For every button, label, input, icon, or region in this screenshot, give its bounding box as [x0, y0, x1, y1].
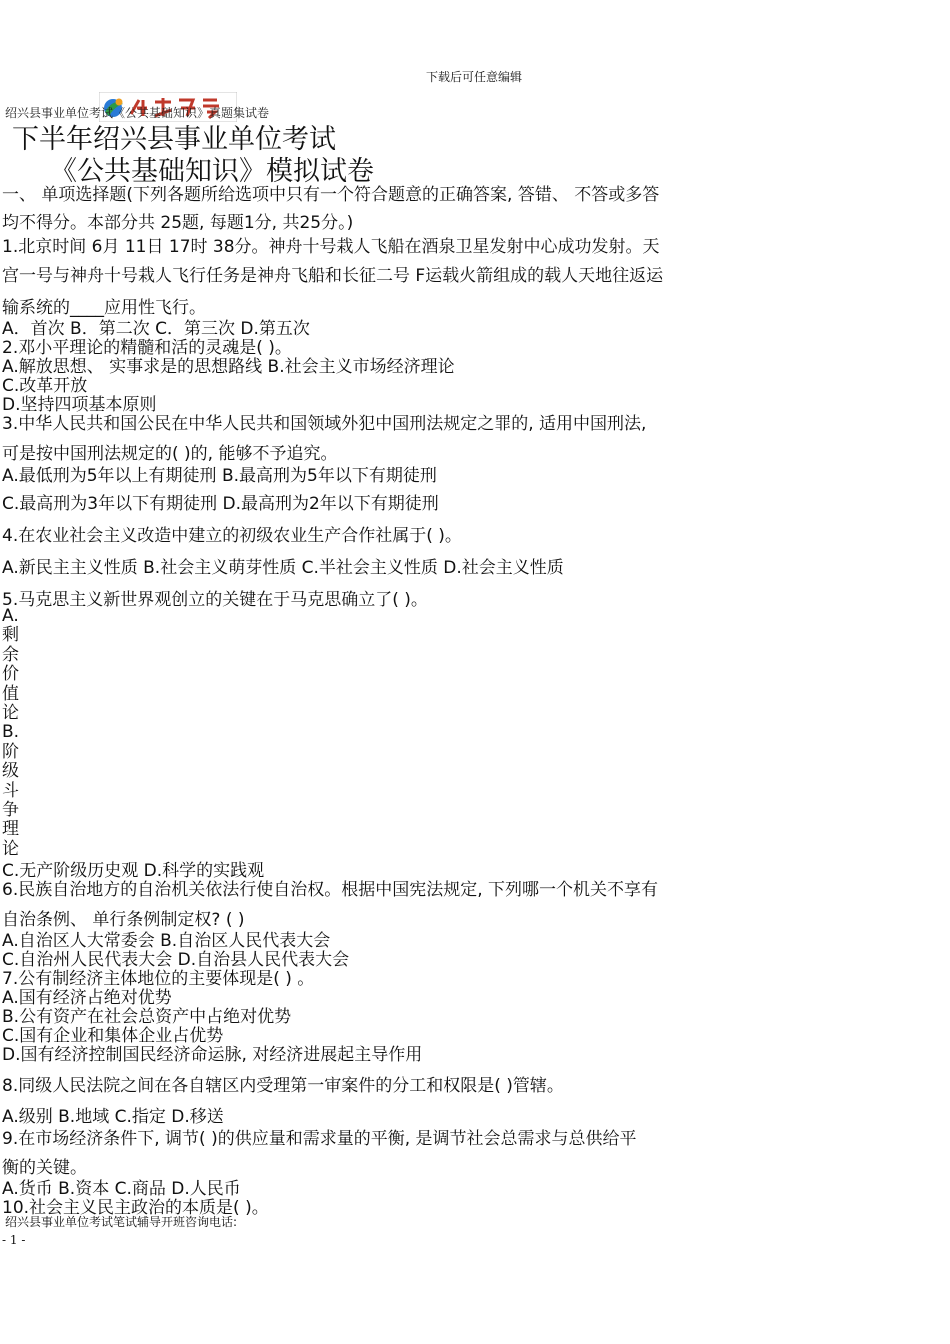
body-line: 8.同级人民法院之间在各自辖区内受理第一审案件的分工和权限是( )管辖。 [2, 1076, 564, 1096]
vertical-char: 论 [2, 703, 19, 724]
body-line: 5.马克思主义新世界观创立的关键在于马克思确立了( )。 [2, 590, 428, 610]
vertical-char: 剩 [2, 625, 19, 646]
body-line: 可是按中国刑法规定的( )的, 能够不予追究。 [2, 444, 338, 464]
title-line-1: 下半年绍兴县事业单位考试 [12, 124, 336, 155]
body-line: C.无产阶级历史观 D.科学的实践观 [2, 861, 265, 881]
vertical-char: 值 [2, 683, 19, 704]
vertical-char: B. [2, 722, 20, 743]
vertical-char: 论 [2, 838, 19, 859]
body-line: B.公有资产在社会总资产中占绝对优势 [2, 1007, 292, 1027]
body-line: A.货币 B.资本 C.商品 D.人民币 [2, 1179, 241, 1199]
top-note: 下载后可任意编辑 [426, 70, 523, 84]
body-line: 宫一号与神舟十号栽人飞行任务是神舟飞船和长征二号 F运载火箭组成的载人天地往返运 [2, 266, 664, 286]
body-line: C.最高刑为3年以下有期徒刑 D.最高刑为2年以下有期徒刑 [2, 494, 439, 514]
body-line: 衡的关键。 [2, 1158, 87, 1178]
body-line: A．首次 B．第二次 C．第三次 D.第五次 [2, 319, 310, 339]
body-line: 9.在市场经济条件下, 调节( )的供应量和需求量的平衡, 是调节社会总需求与总供给平 [2, 1129, 637, 1149]
body-line: 4.在农业社会主义改造中建立的初级农业生产合作社属于( )。 [2, 526, 462, 546]
body-line: 7.公有制经济主体地位的主要体现是( ) 。 [2, 969, 315, 989]
body-line: A.最低刑为5年以上有期徒刑 B.最高刑为5年以下有期徒刑 [2, 466, 437, 486]
body-line: C.自治州人民代表大会 D.自治县人民代表大会 [2, 950, 350, 970]
vertical-char: A. [2, 606, 19, 626]
body-line: C.改革开放 [2, 376, 88, 396]
body-line: 均不得分。本部分共 25题, 每题1分, 共25分。) [2, 213, 354, 233]
body-line: A.国有经济占绝对优势 [2, 988, 172, 1008]
header-line: 绍兴县事业单位考试《公共基础知识》真题集试卷 [5, 106, 270, 120]
vertical-char: 余 [2, 644, 19, 665]
body-line: A.新民主主义性质 B.社会主义萌芽性质 C.半社会主义性质 D.社会主义性质 [2, 558, 564, 578]
body-line: C.国有企业和集体企业占优势 [2, 1026, 224, 1046]
title-line-2: 《公共基础知识》模拟试卷 [50, 156, 374, 187]
vertical-char: 争 [2, 800, 19, 821]
body-line: 1.北京时间 6月 11日 17时 38分。神舟十号栽人飞船在酒泉卫星发射中心成功发射。天 [2, 237, 660, 257]
body-line: 6.民族自治地方的自治机关依法行使自治权。根据中国宪法规定, 下列哪一个机关不享有 [2, 880, 659, 900]
body-line: 3.中华人民共和国公民在中华人民共和国领域外犯中国刑法规定之罪的, 适用中国刑法, [2, 414, 647, 434]
body-line: 一、 单项选择题(下列各题所给选项中只有一个符合题意的正确答案, 答错、 不答或多答 [2, 185, 660, 205]
body-line: 2.邓小平理论的精髓和活的灵魂是( )。 [2, 338, 292, 358]
body-line: 10.社会主义民主政治的本质是( )。 [2, 1198, 269, 1218]
body-line: A.自治区人大常委会 B.自治区人民代表大会 [2, 931, 331, 951]
footer-note: 绍兴县事业单位考试笔试辅导开班咨询电话: [5, 1215, 238, 1229]
body-line: A.解放思想、 实事求是的思想路线 B.社会主义市场经济理论 [2, 357, 455, 377]
page-number: - 1 - [2, 1233, 26, 1247]
body-line: D.坚持四项基本原则 [2, 395, 157, 415]
vertical-char: 斗 [2, 780, 19, 801]
q5-options-vertical [2, 607, 22, 859]
body-line: 自治条例、 单行条例制定权? ( ) [2, 910, 245, 930]
body-line: 输系统的____应用性飞行。 [2, 298, 206, 318]
body-line: D.国有经济控制国民经济命运脉, 对经济进展起主导作用 [2, 1045, 423, 1065]
vertical-char: 级 [2, 761, 19, 782]
vertical-char: 理 [2, 819, 19, 840]
body-line: A.级别 B.地域 C.指定 D.移送 [2, 1107, 224, 1127]
vertical-char: 价 [2, 664, 19, 685]
vertical-char: 阶 [2, 741, 19, 762]
